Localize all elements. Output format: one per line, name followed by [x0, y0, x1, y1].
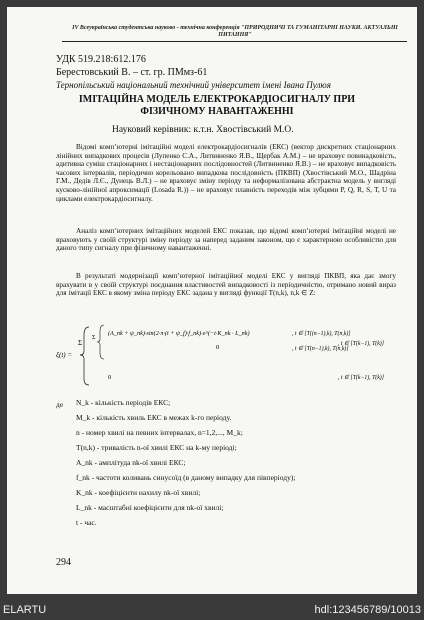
header-rule: [62, 41, 407, 42]
formula-lhs: ξ(t) =: [56, 351, 73, 359]
document-page: [7, 7, 417, 594]
formula-zero: 0: [216, 344, 220, 351]
def-item: K_nk - коефіцієнти нахилу nk-ої хвилі;: [76, 488, 201, 497]
handle-id: hdl:123456789/10013: [314, 604, 421, 616]
formula-cond1b: , t ∈ [T(n−1),k), T(n,k)]: [292, 346, 349, 352]
def-item: M_k - кількість хвиль ЕКС в межах k-го періоду.: [76, 413, 232, 422]
formula-top: (A_nk + ψ_nk)·sin(2·π·(t + ψ_f)·f_nk)·e^(−t·K_nk · L_nk): [108, 330, 250, 337]
formula-cond2: , t ∈ [T(k−1), T(k)]: [338, 341, 384, 347]
paper-title: ІМІТАЦІЙНА МОДЕЛЬ ЕЛЕКТРОКАРДІОСИГНАЛУ ПРИ ФІЗИЧНОМУ НАВАНТАЖЕННІ: [78, 94, 356, 117]
def-item: T(n,k) - тривалість n-ої хвилі ЕКС на k-му періоді;: [76, 443, 237, 452]
def-item: L_nk - масштабні коефіцієнти для nk-ої хвилі;: [76, 503, 224, 512]
def-item: N_k - кількість періодів ЕКС;: [76, 398, 171, 407]
paragraph-3: В результаті модернізації комп’ютерної імітаційної моделі ЕКС у вигляді ПКВП, яка дає змогу врахувати в у своїй структурі поєднання властивостей випадковості із періодичністю, отримано новий вираз для імітації ЕКС в якому зміна періоду ЕКС задана у вигляді функції T(n,k), n,k ∈ Z:: [56, 272, 396, 298]
definitions-de: де: [56, 400, 64, 409]
formula-cond3: , t ∈ [T(k−1), T(k)]: [338, 375, 384, 381]
formula-sum-n: Σ: [92, 335, 96, 341]
page-number: 294: [56, 557, 71, 568]
formula-brace: [80, 327, 89, 385]
paragraph-2: Аналіз комп’ютерних імітаційних моделей ЕКС показав, що відомі комп’ютерні імітаційні моделі не враховують у своїй структурі зміну періоду за наперед заданим законом, що є характерною особливістю для даного типу сигналу при фізичному навантаженні.: [56, 227, 396, 253]
formula: [56, 321, 401, 387]
university-line: Тернопільський національний технічний університет імені Івана Пулюя: [56, 80, 331, 90]
formula-sum-k: Σ: [78, 339, 83, 347]
conference-header: IV Всеукраїнська студентська науково - технічна конференція "ПРИРОДНИЧІ ТА ГУМАНІТАРНІ НАУКИ. АКТУАЛЬНІ ПИТАННЯ": [72, 25, 398, 38]
formula-brace-inner: [97, 325, 104, 359]
def-item: A_nk - амплітуда nk-ої хвилі ЕКС;: [76, 458, 186, 467]
formula-cond1: , t ∈ [T((n−1),k), T(n,k)]: [292, 331, 351, 337]
formula-zero-2: 0: [108, 374, 112, 381]
udk-code: УДК 519.218:612.176: [56, 54, 146, 65]
paragraph-1: Відомі комп’ютерні імітаційні моделі електрокардіосигналів (ЕКС) (вектор дискретних стаціонарних лінійних випадкових процесів (Лупенко С.А., Литвиненко Я.В., Щербак А.М.) – не враховує повинадковість, адитивна суміш стаціонарних і нестаціонарних послідовностей (Литвиненко Я.В.) – не враховує випадковість часових інтервалів, періодично корельовано випадкова послідовність (ПКВП) (Хвостівський М.О., Шадріна Г.М., Дедів Л.Є., Дунець В.Л.) – не враховує зміну періоду та неформалізована абстрактна модель у вигляді кусково-лінійної апроксимації (Losada R.)) – не враховує плавність переходів між зубцями P, Q, R, S, T, U та циклами електрокардіосигналу.: [56, 143, 396, 203]
def-item: n - номер хвилі на певних інтервалах, n=1,2,..., M_k;: [76, 428, 243, 437]
def-item: f_nk - частоти коливань синусоїд (в даному випадку для півперіоду);: [76, 473, 296, 482]
supervisor-line: Науковий керівник: к.т.н. Хвостівський М.О.: [112, 125, 294, 135]
author-line: Берестовський В. – ст. гр. ПМмз-61: [56, 67, 208, 78]
def-item: t - час.: [76, 518, 97, 527]
repository-label: ELARTU: [3, 604, 47, 616]
